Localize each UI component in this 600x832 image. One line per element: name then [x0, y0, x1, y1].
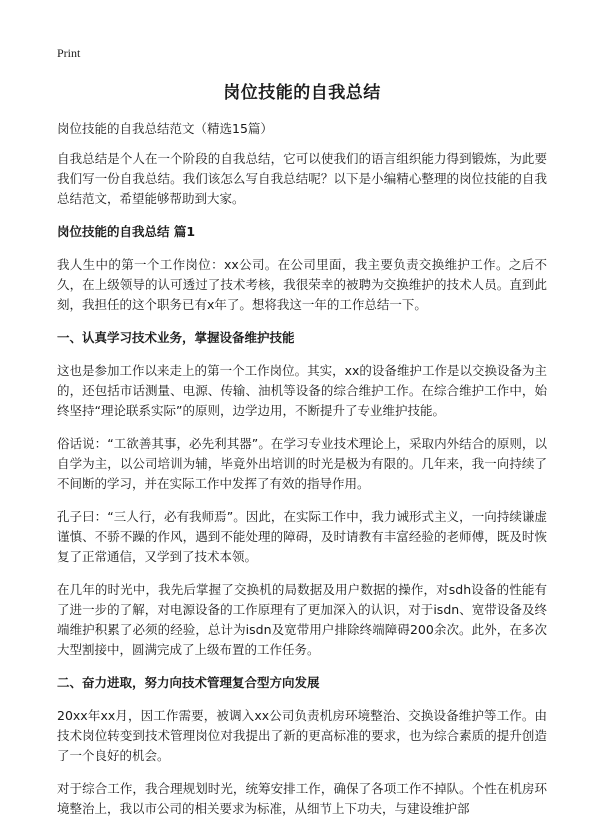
paragraph-5: 在几年的时光中，我先后掌握了交换机的局数据及用户数据的操作，对sdh设备的性能有了进一步的了解，对电源设备的工作原理有了更加深入的认识，对于isdn、宽带设备及终端维护积累了必须的经验，总计为isdn及宽带用户排除终端障碍200余次。此外，在多次大型割接中，圆满完成了上级布置的工作任务。 — [57, 582, 547, 657]
print-link[interactable]: Print — [57, 46, 81, 60]
paragraph-2: 这也是参加工作以来走上的第一个工作岗位。其实，xx的设备维护工作是以交换设备为主的，还包括市话测量、电源、传输、油机等设备的综合维护工作。在综合维护工作中，始终坚持“理论联系实际”的原则，边学边用，不断提升了专业维护技能。 — [57, 363, 547, 418]
paragraph-1: 我人生中的第一个工作岗位：xx公司。在公司里面，我主要负责交换维护工作。之后不久，在上级领导的认可透过了技术考核，我很荣幸的被聘为交换维护的技术人员。直到此刻，我担任的这个职务已有x年了。想将我这一年的工作总结一下。 — [57, 257, 547, 312]
paragraph-3: 俗话说：“工欲善其事，必先利其器”。在学习专业技术理论上，采取内外结合的原则，以自学为主，以公司培训为辅，毕竟外出培训的时光是极为有限的。几年来，我一向持续了不间断的学习，并在实际工作中发挥了有效的指导作用。 — [57, 436, 547, 491]
paragraph-4: 孔子曰：“三人行，必有我师焉”。因此，在实际工作中，我力诫形式主义，一向持续谦虚谨慎、不骄不躁的作风，遇到不能处理的障碍，及时请教有丰富经验的老师傅，既及时恢复了正常通信，又学到了技术本领。 — [57, 509, 547, 564]
section-heading-1: 一、认真学习技术业务，掌握设备维护技能 — [57, 330, 295, 345]
document-subtitle: 岗位技能的自我总结范文（精选15篇） — [57, 121, 273, 136]
document-body — [57, 78, 547, 832]
intro-paragraph: 自我总结是个人在一个阶段的自我总结，它可以使我们的语言组织能力得到锻炼，为此要我们写一份自我总结。我们该怎么写自我总结呢？以下是小编精心整理的岗位技能的自我总结范文，希望能够帮助到大家。 — [57, 151, 547, 206]
paragraph-7: 对于综合工作，我合理规划时光，统筹安排工作，确保了各项工作不掉队。个性在机房环境整治上，我以市公司的相关要求为标准，从细节上下功夫，与建设维护部 — [57, 781, 547, 816]
section-heading-2: 二、奋力进取，努力向技术管理复合型方向发展 — [57, 675, 320, 690]
paragraph-6: 20xx年xx月，因工作需要，被调入xx公司负责机房环境整治、交换设备维护等工作。由技术岗位转变到技术管理岗位对我提出了新的更高标准的要求，也为综合素质的提升创造了一个良好的机会。 — [57, 708, 547, 763]
article-heading: 岗位技能的自我总结 篇1 — [57, 224, 196, 239]
document-title: 岗位技能的自我总结 — [223, 83, 381, 103]
